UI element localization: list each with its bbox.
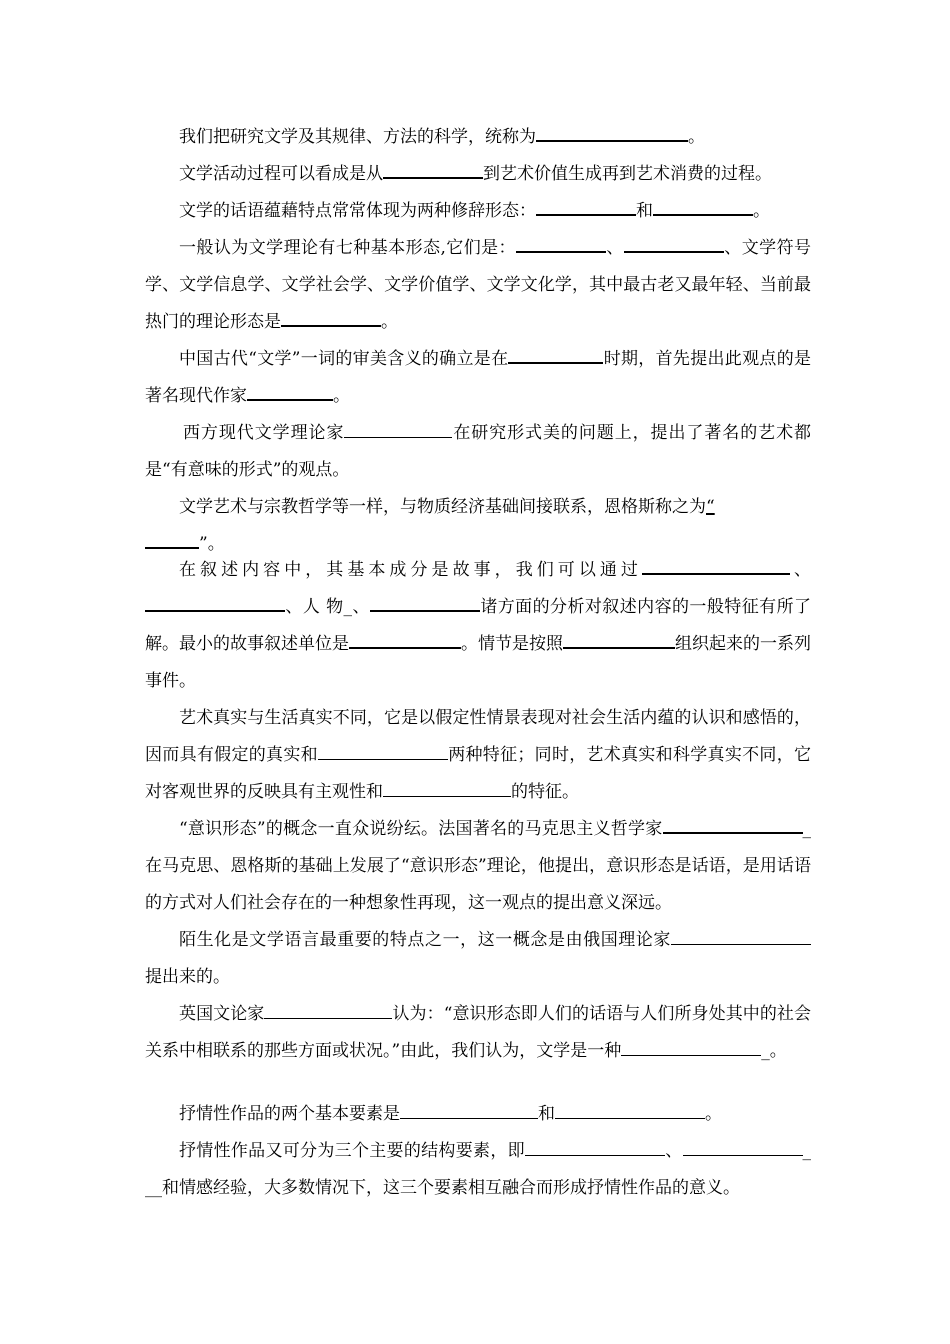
answer-blank[interactable] (145, 596, 285, 612)
question-text: 到艺术价值生成再到艺术消费的过程。 (483, 164, 772, 184)
question-text: 抒情性作品又可分为三个主要的结构要素，即 (179, 1141, 525, 1161)
answer-blank[interactable] (621, 1041, 761, 1056)
question-4 (145, 230, 811, 341)
question-text: 、 (606, 238, 624, 258)
question-text: 和 (636, 201, 653, 221)
question-14 (145, 1096, 811, 1133)
question-text: _。 (761, 1041, 787, 1061)
question-2 (145, 156, 811, 193)
question-text: 西方现代文学理论家 (183, 423, 345, 443)
answer-blank[interactable] (671, 930, 811, 945)
question-text: 。 (705, 1104, 722, 1124)
answer-blank[interactable] (247, 385, 333, 401)
question-text: 文学艺术与宗教哲学等一样，与物质经济基础间接联系，恩格斯称之为 (179, 497, 706, 517)
question-text: 时期，首先提出此观点的是著名现代作家 (145, 349, 811, 406)
question-text: 的特征。 (511, 782, 579, 802)
answer-blank[interactable] (383, 782, 511, 797)
question-text: 英国文论家 (179, 1004, 265, 1024)
answer-blank[interactable] (563, 633, 675, 649)
question-text: 组织起来的一系列事件。 (145, 634, 811, 691)
answer-blank[interactable] (683, 1141, 803, 1156)
answer-blank[interactable] (264, 1004, 392, 1019)
question-text: 。 (381, 312, 398, 332)
answer-blank[interactable] (145, 533, 199, 549)
question-text: 抒情性作品的两个基本要素是 (179, 1104, 400, 1124)
question-text: 和 (538, 1104, 555, 1124)
question-text: 文学的话语蕴藉特点常常体现为两种修辞形态： (179, 201, 536, 221)
question-text: 诸方面的分析对叙述内容的一般特征有所了解。 (145, 597, 811, 654)
question-text: 我们把研究文学及其规律、方法的科学，统称为 (179, 127, 536, 147)
question-text: 、 (664, 1141, 683, 1161)
answer-blank[interactable] (536, 200, 636, 216)
question-text: 提出来的。 (145, 967, 230, 987)
question-text: 认为：“意识形态即人们的话语与人们所身处其中的社会关系中相联系的那些方面或状况。”由此，我们认为，文学是一种 (145, 1004, 811, 1061)
answer-blank[interactable] (349, 633, 461, 649)
question-text: 。 (333, 386, 350, 406)
question-text: _在马克思、恩格斯的基础上发展了“意识形态”理论，他提出，意识形态是话语，是用话语的方式对人们社会存在的一种想象性再现，这一观点的提出意义深远。 (145, 819, 811, 913)
question-text: ”。 (199, 534, 225, 554)
answer-blank[interactable] (624, 237, 724, 253)
question-text: 。 (688, 127, 705, 147)
answer-blank[interactable] (516, 237, 606, 253)
question-12 (145, 922, 811, 996)
answer-blank[interactable] (344, 423, 452, 438)
answer-blank[interactable] (525, 1141, 665, 1156)
answer-blank[interactable] (400, 1104, 538, 1119)
question-15 (145, 1133, 811, 1207)
question-9 (145, 626, 811, 700)
question-11 (145, 811, 811, 922)
question-5 (145, 341, 811, 415)
question-text: 一般认为文学理论有七种基本形态,它们是： (179, 238, 516, 258)
question-text: “意识形态”的概念一直众说纷纭。法国著名的马克思主义哲学家 (179, 819, 663, 839)
question-text: “ (706, 497, 715, 517)
question-3 (145, 193, 811, 230)
question-text: 在叙述内容中，其基本成分是故事，我们可以通过 (179, 560, 642, 580)
question-text: 艺术真实与生活真实不同，它是以假定性情景表现对社会生活内蕴的认识和感悟的，因而具有假定的真实和 (145, 708, 811, 765)
question-text: 两种特征；同时，艺术真实和科学真实不同，它对客观世界的反映具有主观性和 (145, 745, 812, 802)
question-text: 、人 物_、 (285, 597, 370, 617)
answer-blank[interactable] (508, 348, 603, 364)
question-text: 在研究形式美的问题上，提出了著名的艺术都是“有意味的形式”的观点。 (145, 423, 812, 480)
question-text: 中国古代“文学”一词的审美含义的确立是在 (179, 349, 509, 369)
question-1 (145, 119, 811, 156)
answer-blank[interactable] (653, 200, 753, 216)
question-13 (145, 996, 811, 1070)
answer-blank[interactable] (663, 818, 803, 834)
answer-blank[interactable] (642, 559, 790, 575)
answer-blank[interactable] (536, 126, 688, 142)
question-text: 文学活动过程可以看成是从 (179, 164, 383, 184)
question-6 (145, 415, 811, 489)
answer-blank[interactable] (555, 1104, 705, 1119)
answer-blank[interactable] (370, 596, 480, 612)
question-text: 最小的故事叙述单位是 (179, 634, 349, 654)
answer-blank[interactable] (318, 745, 448, 760)
question-text: 。 (753, 201, 770, 221)
question-text: 、文学符号学、文学信息学、文学社会学、文学价值学、文学文化学，其中最古老又最年轻、当前最热门的理论形态是 (145, 238, 812, 332)
answer-blank[interactable] (383, 163, 483, 179)
question-text: 、 (789, 560, 812, 580)
answer-blank[interactable] (281, 311, 381, 327)
question-text: 陌生化是文学语言最重要的特点之一，这一概念是由俄国理论家 (179, 930, 671, 950)
question-text: 。情节是按照 (461, 634, 563, 654)
question-10 (145, 700, 811, 811)
question-text: ___和情感经验，大多数情况下，这三个要素相互融合而形成抒情性作品的意义。 (145, 1141, 812, 1198)
